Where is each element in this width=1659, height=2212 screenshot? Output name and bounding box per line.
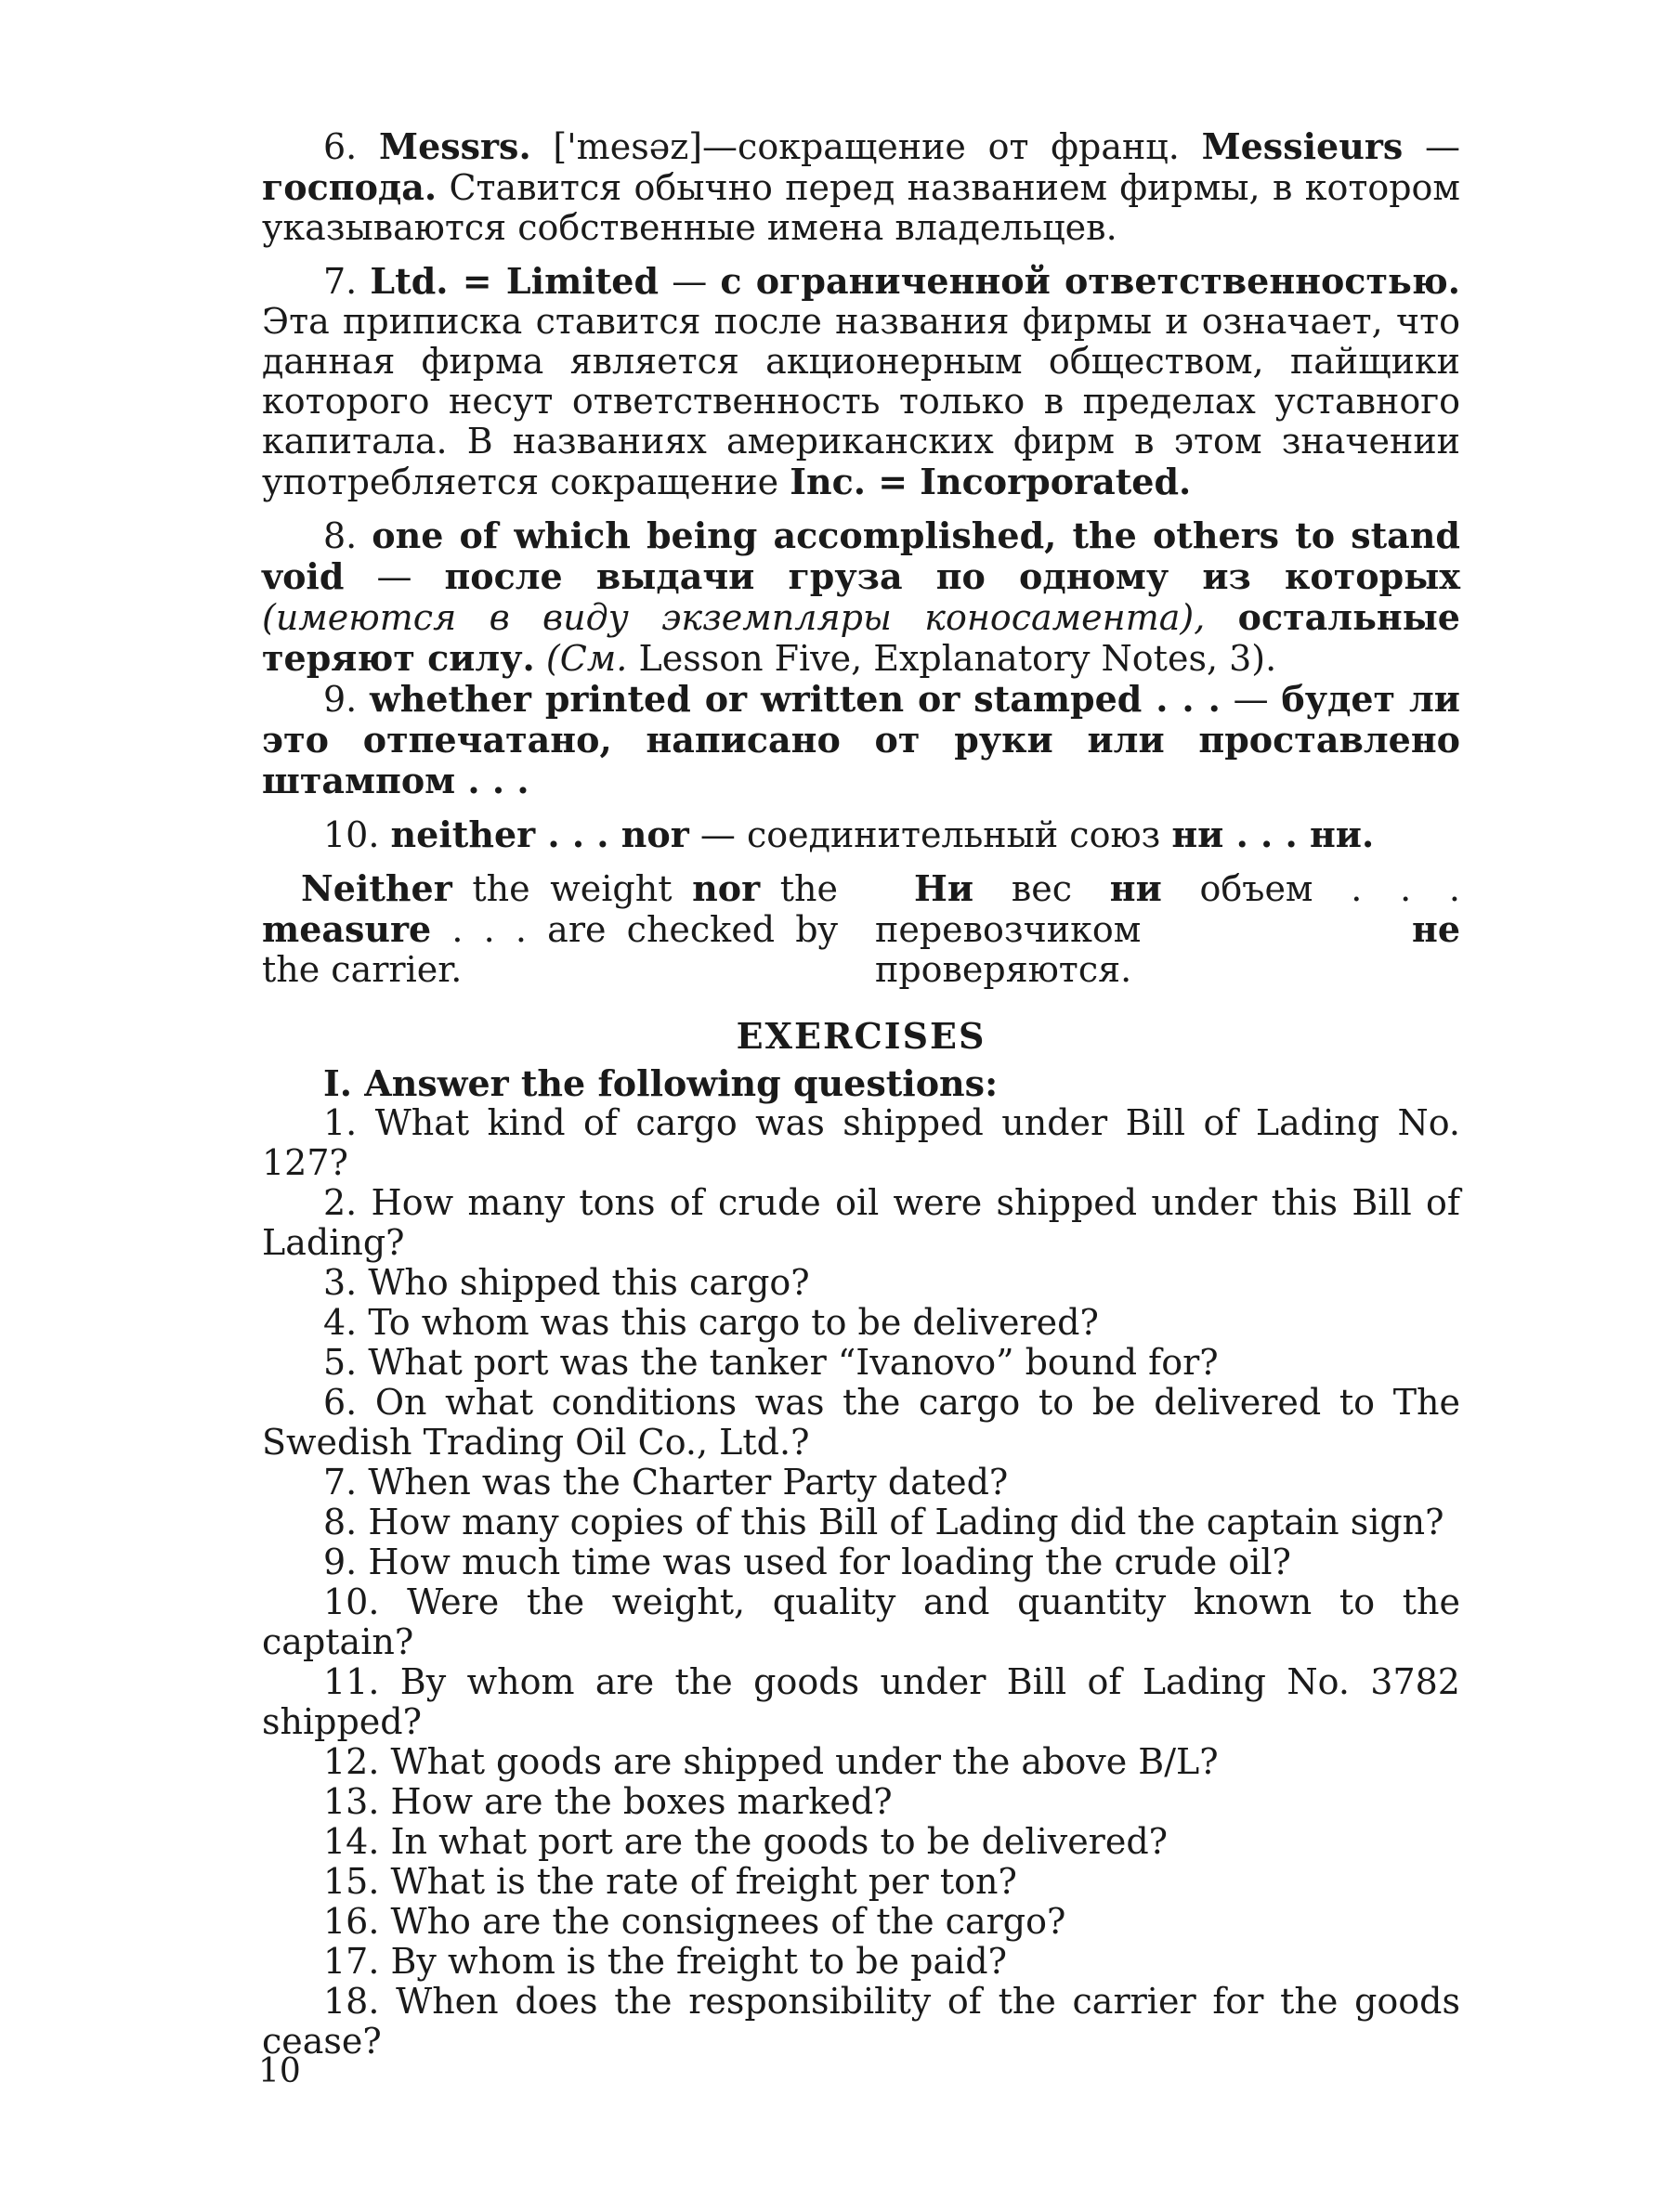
note-term: whether printed or written or stamped . . . xyxy=(370,678,1221,720)
dash: — xyxy=(1424,126,1460,167)
example-keyword: не xyxy=(1412,908,1460,950)
note-term: Inc. = Incorporated. xyxy=(790,461,1192,502)
note-term: one of which being accomplished, the others to stand void xyxy=(262,514,1460,597)
note-italic: (См. xyxy=(545,638,628,679)
question-item: 9. How much time was used for loading the crude oil? xyxy=(323,1542,1291,1582)
note-translation: с ограниченной ответственностью. xyxy=(720,260,1460,302)
question-item: 8. How many copies of this Bill of Lading did the captain sign? xyxy=(323,1502,1444,1542)
note-term: ни . . . ни. xyxy=(1171,813,1375,855)
note-text: Ставится обычно перед названием фирмы, в котором указываются собственные имена владельцев. xyxy=(262,167,1460,248)
example-russian xyxy=(838,868,1460,990)
note-translation: будет ли это отпечатано, написано от руки или проставлено штампом . . . xyxy=(262,678,1460,801)
dash: — xyxy=(1233,679,1269,720)
question-item: 1. What kind of cargo was shipped under Bill of Lading No. 127? xyxy=(262,1102,1460,1183)
question-item: 13. How are the boxes marked? xyxy=(323,1781,893,1822)
question-item: 3. Who shipped this cargo? xyxy=(323,1262,810,1303)
question-item: 18. When does the responsibility of the carrier for the goods cease? xyxy=(262,1981,1460,2062)
question-item: 5. What port was the tanker “Ivanovo” bound for? xyxy=(323,1342,1219,1383)
note-italic: (имеются в виду экземпляры коносамента), xyxy=(262,597,1206,638)
example-text: . . . are checked by the carrier. xyxy=(262,909,838,990)
transcription: ['mesəz] xyxy=(553,126,703,167)
page-number: 10 xyxy=(258,2052,301,2090)
note-text: соединительный союз xyxy=(746,814,1161,855)
question-list xyxy=(262,1103,1460,2062)
note-term: Messieurs xyxy=(1201,125,1404,167)
note-7 xyxy=(262,261,1460,502)
question-item: 12. What goods are shipped under the above B/L? xyxy=(323,1741,1219,1782)
example-text: объем . . . перевозчиком xyxy=(875,868,1460,950)
note-number: 8. xyxy=(323,515,358,556)
page-content xyxy=(262,126,1460,2062)
note-term: Messrs. xyxy=(379,125,531,167)
question-item: 17. By whom is the freight to be paid? xyxy=(323,1941,1007,1982)
note-number: 9. xyxy=(323,679,358,720)
example-text: the xyxy=(779,868,838,909)
question-item: 7. When was the Charter Party dated? xyxy=(323,1462,1009,1503)
note-translation: остальные теряют силу. xyxy=(262,596,1460,679)
example-keyword: nor xyxy=(692,867,761,909)
note-text: Эта приписка ставится после названия фирмы и означает, что данная фирма является акционерным обществом, пайщики которого несут ответственность только в пределах уставного капитала. В названиях американских фирм в этом значении употребляется сокращение xyxy=(262,301,1460,502)
question-item: 15. What is the rate of freight per ton? xyxy=(323,1861,1017,1902)
note-6 xyxy=(262,126,1460,248)
note-term: Ltd. = Limited xyxy=(370,260,660,302)
question-item: 4. To whom was this cargo to be delivered? xyxy=(323,1302,1099,1343)
question-item: 6. On what conditions was the cargo to be delivered to The Swedish Trading Oil Co., Ltd.? xyxy=(262,1382,1460,1463)
example-english xyxy=(262,868,838,990)
note-10 xyxy=(262,814,1460,855)
question-item: 2. How many tons of crude oil were shipped under this Bill of Lading? xyxy=(262,1182,1460,1263)
note-translation: после выдачи груза по одному из которых xyxy=(444,555,1460,597)
note-9 xyxy=(262,679,1460,801)
example-text: проверяются. xyxy=(875,949,1132,990)
note-term: neither . . . nor xyxy=(390,813,689,855)
question-item: 14. In what port are the goods to be delivered? xyxy=(323,1821,1169,1862)
example-text: вес xyxy=(1011,868,1073,909)
exercise-title: I. Answer the following questions: xyxy=(323,1062,999,1104)
dash: — xyxy=(672,261,708,302)
section-heading: EXERCISES xyxy=(736,1015,986,1057)
question-item: 11. By whom are the goods under Bill of Lading No. 3782 shipped? xyxy=(262,1661,1460,1742)
question-item: 10. Were the weight, quality and quantity known to the captain? xyxy=(262,1581,1460,1662)
example-text: the weight xyxy=(472,868,673,909)
example-keyword: measure xyxy=(262,908,432,950)
note-reference: Lesson Five, Explanatory Notes, 3). xyxy=(638,638,1277,679)
note-number: 6. xyxy=(323,126,358,167)
example-block xyxy=(262,868,1460,990)
note-translation: господа. xyxy=(262,166,438,208)
question-item: 16. Who are the consignees of the cargo? xyxy=(323,1901,1066,1942)
example-keyword: Neither xyxy=(301,867,452,909)
note-8 xyxy=(262,515,1460,679)
example-keyword: Ни xyxy=(914,867,974,909)
note-number: 7. xyxy=(323,261,358,302)
note-text: —сокращение от франц. xyxy=(702,126,1180,167)
example-keyword: ни xyxy=(1109,867,1162,909)
dash: — xyxy=(699,814,736,855)
note-number: 10. xyxy=(323,814,380,855)
dash: — xyxy=(376,556,412,597)
